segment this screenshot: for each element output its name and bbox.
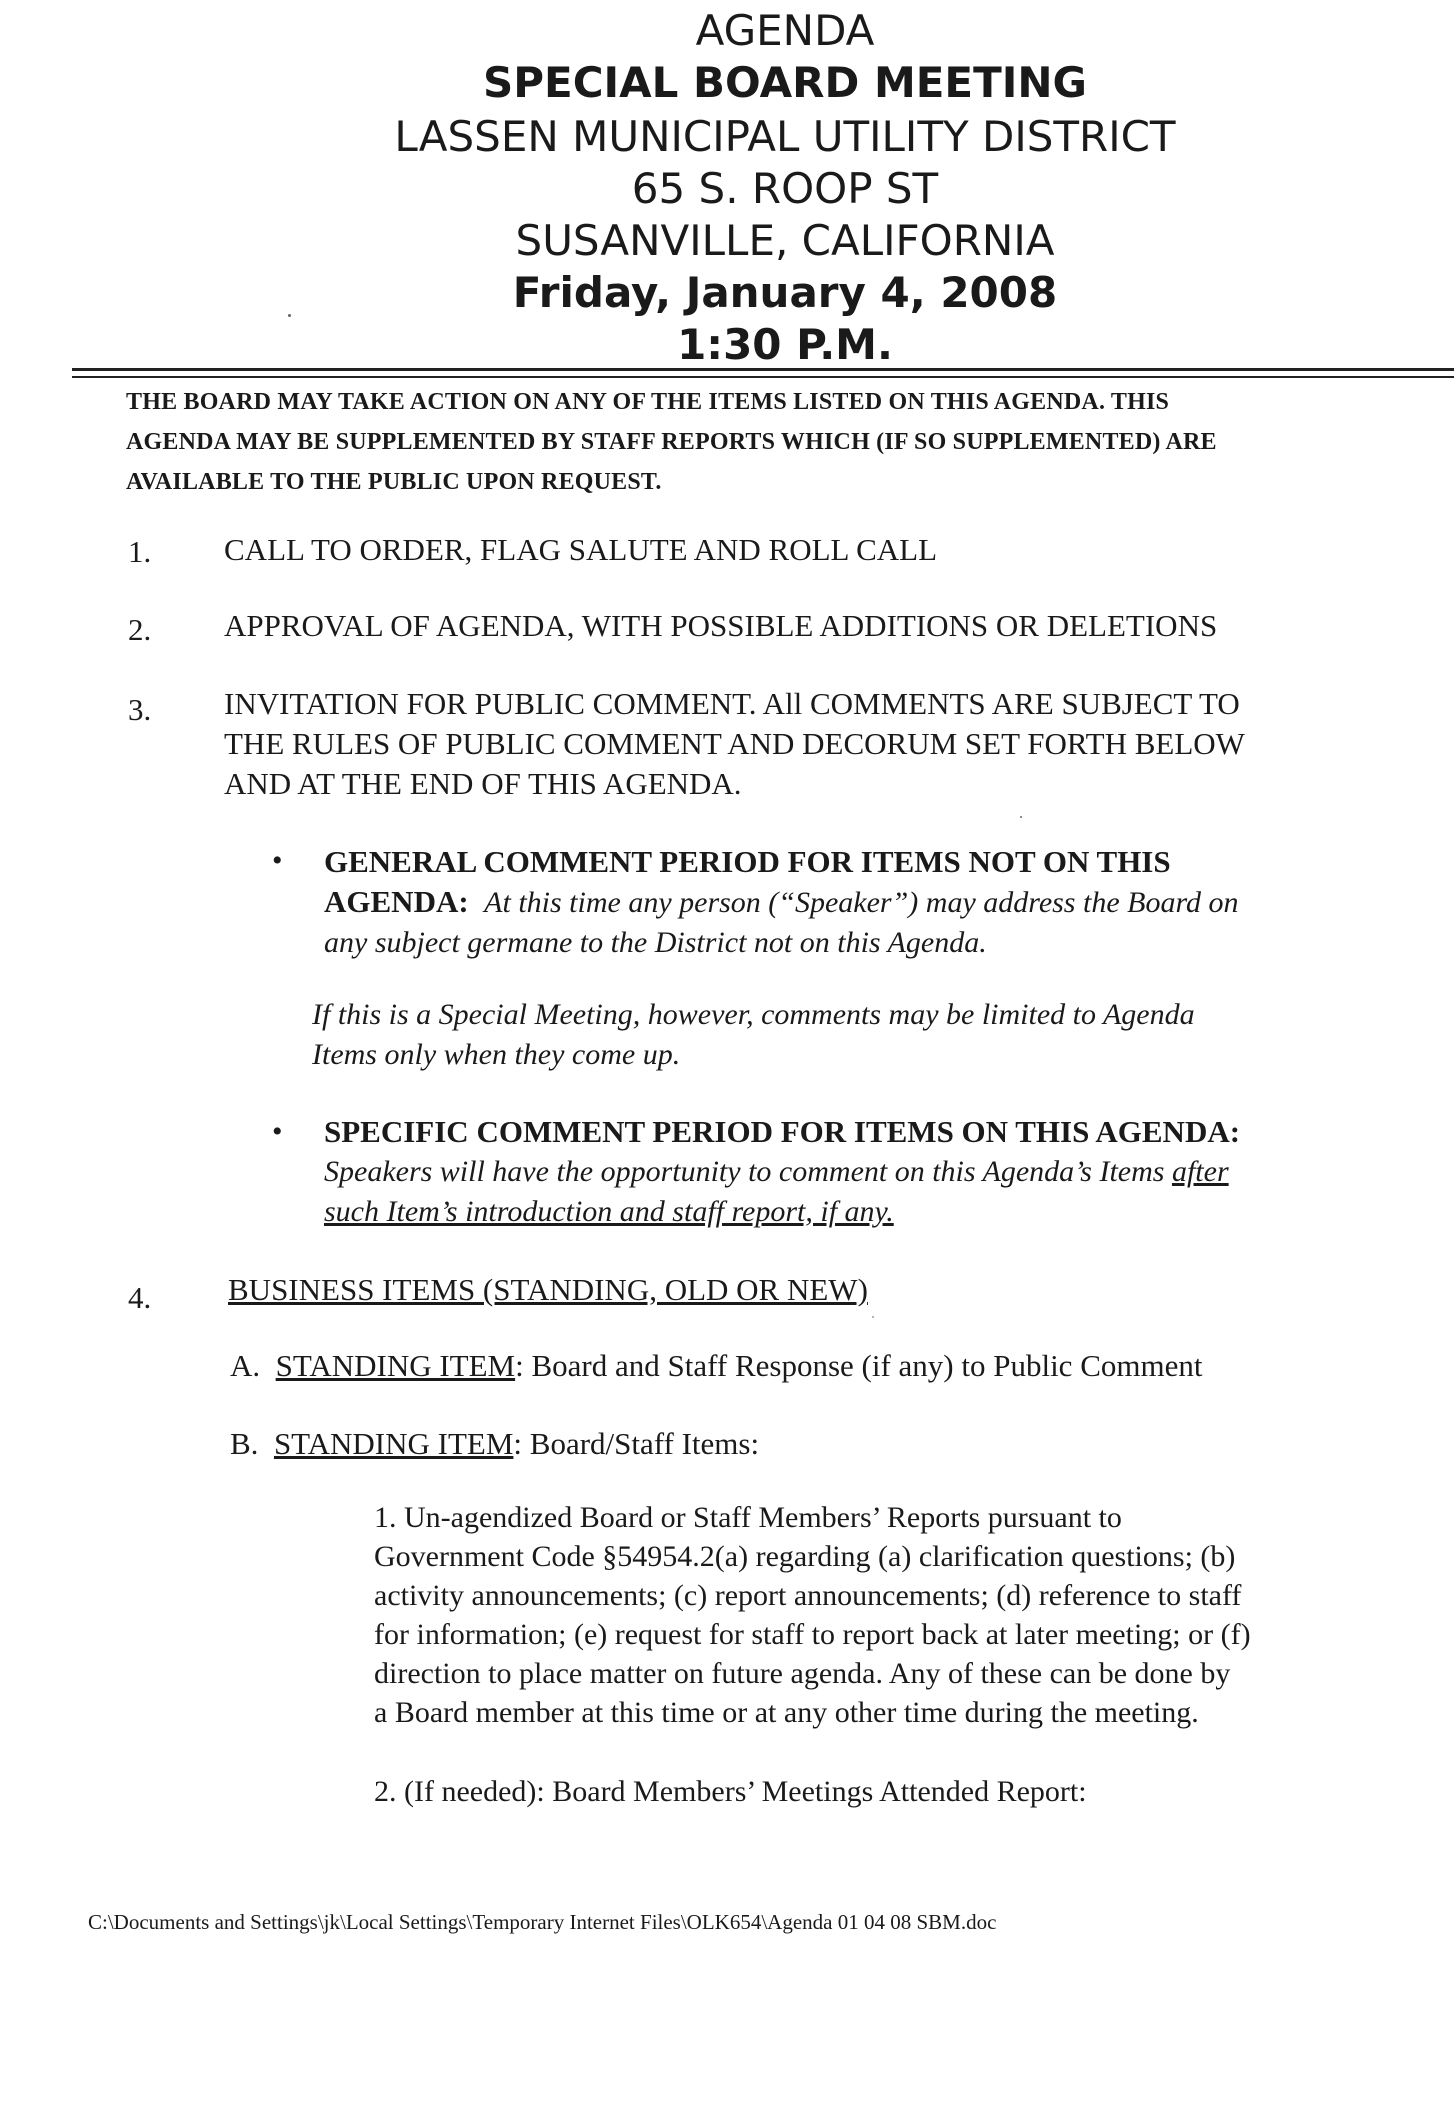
- item-4b1-line: a Board member at this time or at any other time during the meeting.: [374, 1696, 1199, 1729]
- special-meeting-note: [312, 995, 1195, 1075]
- item-4a-text: : Board and Staff Response (if any) to Public Comment: [515, 1348, 1203, 1383]
- general-comment-text: any subject germane to the District not on this Agenda.: [324, 926, 987, 959]
- header-city: SUSANVILLE, CALIFORNIA: [515, 216, 1055, 265]
- header-rule-top: [72, 368, 1454, 371]
- bullet-icon: •: [272, 844, 283, 877]
- item-3-line: THE RULES OF PUBLIC COMMENT AND DECORUM SET FORTH BELOW: [224, 726, 1245, 761]
- specific-comment-after: after: [1171, 1155, 1229, 1188]
- header-district: LASSEN MUNICIPAL UTILITY DISTRICT: [394, 112, 1176, 161]
- specific-comment-heading: SPECIFIC COMMENT PERIOD FOR ITEMS ON THIS AGENDA:: [324, 1114, 1241, 1149]
- item-4b2: 2. (If needed): Board Members’ Meetings Attended Report:: [374, 1775, 1087, 1808]
- item-4-number: 4.: [128, 1280, 152, 1315]
- item-4b-label: STANDING ITEM: [273, 1426, 514, 1461]
- scan-speck: [1020, 816, 1022, 818]
- item-4b1-block: [374, 1498, 1251, 1732]
- item-4b1-line: for information; (e) request for staff to report back at later meeting; or (f): [374, 1618, 1251, 1651]
- special-meeting-note-line: If this is a Special Meeting, however, comments may be limited to Agenda: [312, 998, 1195, 1031]
- specific-comment-text: such Item’s introduction and staff report, if any.: [324, 1195, 894, 1228]
- general-comment-block: [324, 842, 1239, 963]
- notice-block: [126, 382, 1446, 502]
- bullet-icon: •: [272, 1115, 283, 1148]
- item-4b1-line: Government Code §54954.2(a) regarding (a) clarification questions; (b): [374, 1540, 1236, 1573]
- scan-speck: [872, 1316, 874, 1318]
- specific-comment-text: Speakers will have the opportunity to comment on this Agenda’s Items: [324, 1155, 1172, 1188]
- item-4b-letter: B.: [230, 1426, 259, 1461]
- item-4b-text: : Board/Staff Items:: [513, 1426, 760, 1461]
- item-2-number: 2.: [128, 612, 152, 647]
- header-date: Friday, January 4, 2008: [512, 268, 1058, 317]
- item-2-text: APPROVAL OF AGENDA, WITH POSSIBLE ADDITIONS OR DELETIONS: [224, 608, 1218, 643]
- footer-file-path: C:\Documents and Settings\jk\Local Settings\Temporary Internet Files\OLK654\Agenda 01 04 08 SBM.doc: [88, 1910, 997, 1934]
- item-4b1-line: activity announcements; (c) report announcements; (d) reference to staff: [374, 1579, 1242, 1612]
- item-3-text: [224, 684, 1245, 804]
- specific-comment-block: [324, 1112, 1240, 1232]
- notice-line: AVAILABLE TO THE PUBLIC UPON REQUEST.: [126, 469, 662, 495]
- notice-line: AGENDA MAY BE SUPPLEMENTED BY STAFF REPORTS WHICH (IF SO SUPPLEMENTED) ARE: [126, 429, 1217, 455]
- scan-speck: [288, 314, 291, 317]
- item-3-line: INVITATION FOR PUBLIC COMMENT. All COMMENTS ARE SUBJECT TO: [224, 686, 1240, 721]
- item-3-line: AND AT THE END OF THIS AGENDA.: [224, 766, 742, 801]
- item-4a: [230, 1348, 1202, 1384]
- general-comment-text: At this time any person (“Speaker”) may address the Board on: [484, 886, 1239, 919]
- item-4b: [230, 1426, 759, 1462]
- item-4a-label: STANDING ITEM: [275, 1348, 516, 1383]
- item-4b1-line: 1. Un-agendized Board or Staff Members’ Reports pursuant to: [374, 1501, 1122, 1534]
- notice-line: THE BOARD MAY TAKE ACTION ON ANY OF THE ITEMS LISTED ON THIS AGENDA. THIS: [126, 389, 1170, 415]
- item-3-number: 3.: [128, 692, 152, 727]
- item-1-text: CALL TO ORDER, FLAG SALUTE AND ROLL CALL: [224, 532, 937, 567]
- header-meeting-type: SPECIAL BOARD MEETING: [482, 58, 1088, 107]
- header-agenda: AGENDA: [695, 6, 875, 55]
- header-time: 1:30 P.M.: [677, 320, 893, 369]
- special-meeting-note-line: Items only when they come up.: [312, 1038, 681, 1071]
- general-comment-heading-end: AGENDA:: [324, 884, 469, 919]
- general-comment-heading: GENERAL COMMENT PERIOD FOR ITEMS NOT ON THIS: [324, 844, 1171, 879]
- header-address: 65 S. ROOP ST: [631, 164, 939, 213]
- item-4b1-line: direction to place matter on future agenda. Any of these can be done by: [374, 1657, 1231, 1690]
- item-1-number: 1.: [128, 534, 152, 569]
- header-rule-bottom: [72, 376, 1454, 378]
- item-4-text: BUSINESS ITEMS (STANDING, OLD OR NEW): [228, 1272, 868, 1307]
- item-4a-letter: A.: [230, 1348, 261, 1383]
